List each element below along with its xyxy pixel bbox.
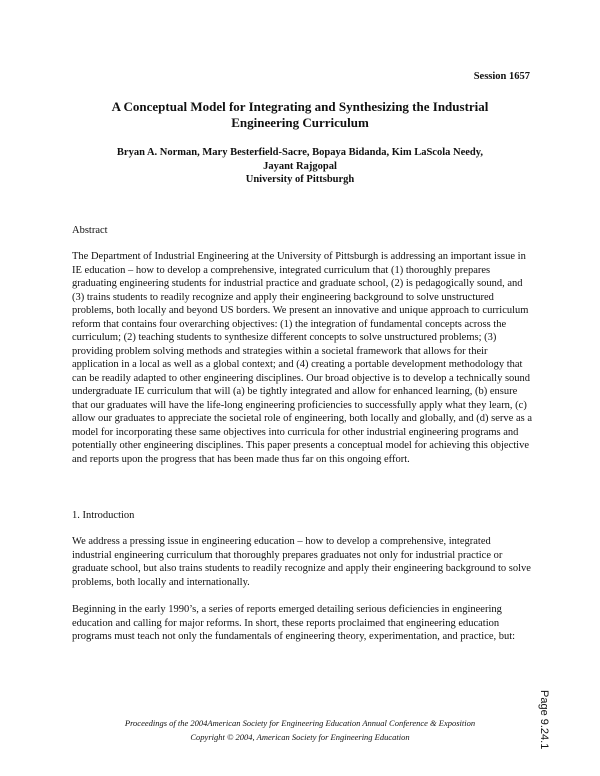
page-number-label: Page 9.24.1 xyxy=(538,690,550,750)
abstract-heading: Abstract xyxy=(72,225,108,236)
footer-proceedings: Proceedings of the 2004American Society for Engineering Education Annual Conference & Exposition xyxy=(124,718,476,728)
author-block xyxy=(72,146,528,187)
introduction-heading: 1. Introduction xyxy=(72,510,135,521)
abstract-paragraph: The Department of Industrial Engineering at the University of Pittsburgh is addressing an important issue in IE education – how to develop a comprehensive, integrated curriculum that (1) thoroughly prepares graduating engineering students for industrial practice and graduate school, (2) is pedagogically sound, and (3) trains students to readily recognize and apply their engineering background to solve unstructured problems, both locally and beyond US borders. We present an innovative and unique approach to curriculum reform that contains four overarching objectives: (1) the integration of fundamental concepts across the curriculum; (2) teaching students to synthesize different concepts to solve unstructured problems; (3) providing problem solving methods and strategies within a societal framework that allows for their application in a local as well as a global context; and (4) creating a portable development methodology that can be readily adapted to other engineering disciplines. Our broad objective is to develop a technically sound undergraduate IE curriculum that will (a) be tightly integrated and allow for enhanced learning, (b) ensure that our graduates will have the life-long engineering proficiencies to successfully apply what they learn, (c) allow our graduates to appreciate the societal role of engineering, both locally and globally, and (d) serve as a model for incorporating these same objectives into curricula for other industrial engineering programs and potentially other engineering disciplines. This paper presents a conceptual model for achieving this objective and reports upon the progress that has been made thus far on this ongoing effort. xyxy=(72,251,532,465)
session-label: Session 1657 xyxy=(473,71,530,82)
title-line-2: Engineering Curriculum xyxy=(231,115,369,130)
authors-line-1: Bryan A. Norman, Mary Besterfield-Sacre, Bopaya Bidanda, Kim LaScola Needy, xyxy=(116,147,484,158)
authors-line-2: Jayant Rajgopal xyxy=(263,160,337,172)
page-footer xyxy=(72,716,528,744)
footer-copyright: Copyright © 2004, American Society for Engineering Education xyxy=(190,732,410,742)
introduction-paragraph-1: We address a pressing issue in engineering education – how to develop a comprehensive, integrated industrial engineering curriculum that thoroughly prepares graduates not only for industrial practice or graduate school, but also trains students to readily recognize and apply their engineering background to solve problems, both locally and internationally. xyxy=(72,536,531,588)
title-line-1: A Conceptual Model for Integrating and Synthesizing the Industrial xyxy=(111,99,489,114)
paper-title xyxy=(72,99,528,131)
affiliation: University of Pittsburgh xyxy=(245,174,355,185)
introduction-paragraph-2: Beginning in the early 1990’s, a series of reports emerged detailing serious deficiencies in engineering education and calling for major reforms. In short, these reports proclaimed that engineering education programs must teach not only the fundamentals of engineering theory, experimentation, and practice, but: xyxy=(72,604,516,642)
